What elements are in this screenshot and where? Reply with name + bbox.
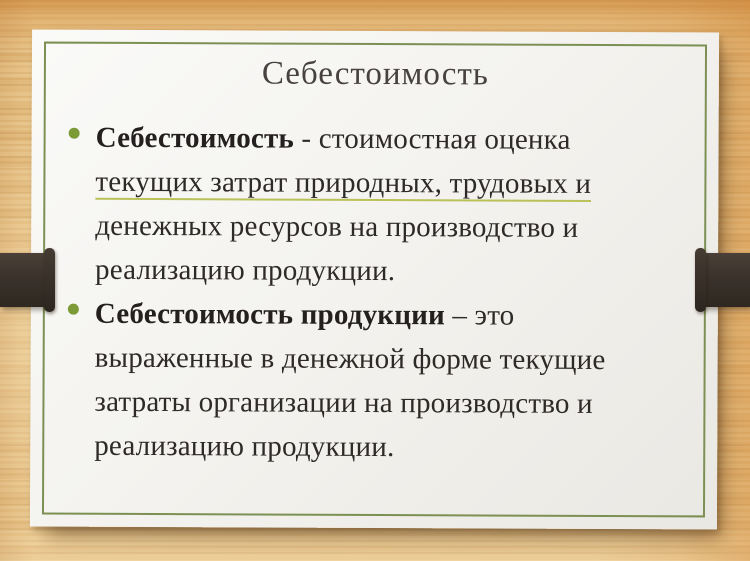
bullet-item-2 [67, 292, 688, 471]
bullet-2-lines [94, 292, 688, 471]
text-line [95, 336, 688, 383]
text-line [95, 204, 688, 251]
bullet-1-lines [95, 116, 689, 295]
slide-body [67, 116, 689, 471]
text-line [95, 248, 688, 295]
bullet-dot-icon [69, 128, 80, 139]
text-line [95, 160, 688, 207]
bullet-item-1 [68, 116, 689, 295]
left-clip-head [44, 248, 55, 312]
left-clip-body [0, 253, 47, 307]
bold-term: Себестоимость продукции [94, 297, 446, 332]
underlined-text: текущих затрат природных, трудовых и [95, 165, 592, 200]
right-clip-head [695, 248, 706, 312]
line-text: денежных ресурсов на производство и [95, 209, 579, 244]
bold-term: Себестоимость [95, 121, 295, 155]
slide-card [30, 30, 719, 530]
line-text: затраты организации на производство и [94, 385, 593, 420]
text-line [94, 380, 687, 427]
slide-title: Себестоимость [261, 55, 489, 93]
line-text: – это [444, 299, 515, 332]
line-text: реализацию продукции. [94, 429, 395, 464]
line-text: - стоимостная оценка [293, 122, 571, 156]
bullet-dot-icon [68, 304, 79, 315]
right-clip-body [703, 253, 750, 307]
text-line [96, 116, 689, 163]
line-text: выраженные в денежной форме текущие [94, 341, 606, 377]
line-text: реализацию продукции. [94, 253, 396, 288]
text-line [95, 292, 688, 339]
text-line [94, 424, 687, 471]
